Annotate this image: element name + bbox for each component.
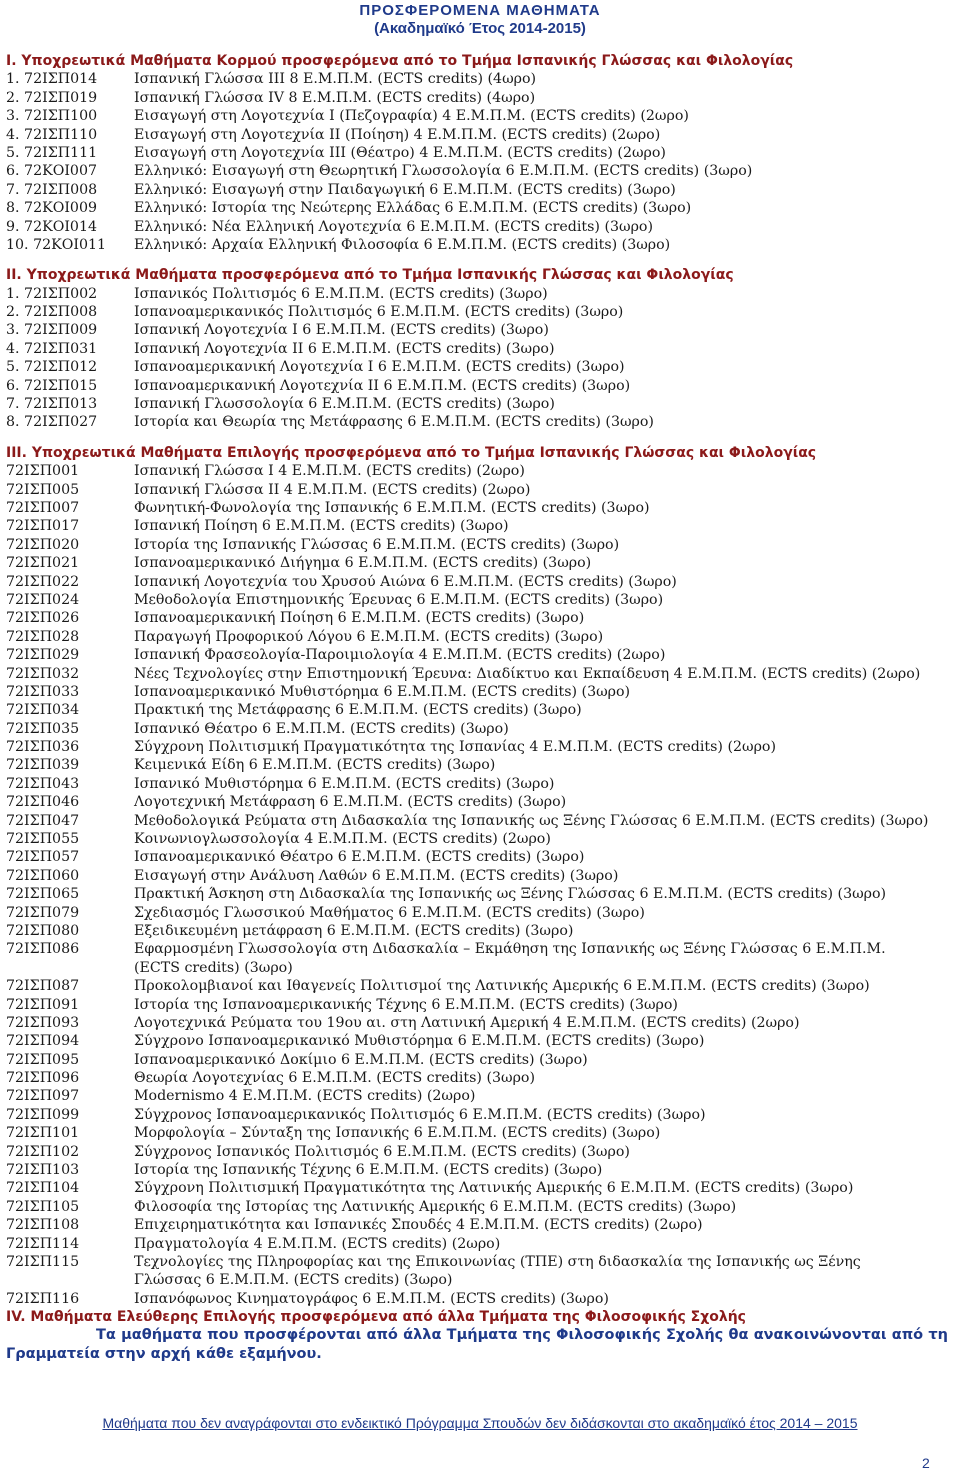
course-code: 72ΙΣΠ022	[6, 573, 80, 590]
course-row	[0, 848, 960, 866]
course-title-continued: Γλώσσας 6 Ε.Μ.Π.Μ. (ECTS credits) (3ωρο)	[134, 1272, 453, 1289]
course-code: 72ΙΣΠ094	[6, 1033, 80, 1050]
course-title: Θεωρία Λογοτεχνίας 6 Ε.Μ.Π.Μ. (ECTS credits) (3ωρο)	[134, 1070, 535, 1087]
course-code: 72ΙΣΠ116	[6, 1290, 80, 1307]
course-code: 7. 72ΙΣΠ013	[6, 396, 98, 413]
course-code: 72ΙΣΠ080	[6, 922, 80, 939]
course-title: Ισπανική Γλωσσολογία 6 Ε.Μ.Π.Μ. (ECTS credits) (3ωρο)	[134, 396, 555, 413]
course-title: Εισαγωγή στη Λογοτεχνία Ι (Πεζογραφία) 4 Ε.Μ.Π.Μ. (ECTS credits) (2ωρο)	[134, 108, 689, 125]
course-title: Πρακτική της Μετάφρασης 6 Ε.Μ.Π.Μ. (ECTS credits) (3ωρο)	[134, 702, 582, 719]
section-4-body	[0, 1326, 960, 1364]
page-subtitle: (Ακαδημαϊκό Έτος 2014-2015)	[374, 20, 586, 37]
course-code: 72ΙΣΠ079	[6, 904, 80, 921]
course-row	[0, 1179, 960, 1197]
course-row	[0, 218, 960, 236]
section-1	[0, 52, 960, 254]
course-code: 72ΙΣΠ103	[6, 1162, 80, 1179]
section-2-heading: ΙΙ. Υποχρεωτικά Μαθήματα προσφερόμενα από το Τμήμα Ισπανικής Γλώσσας και Φιλολογίας	[6, 267, 734, 284]
course-title: Προκολομβιανοί και Ιθαγενείς Πολιτισμοί της Λατινικής Αμερικής 6 Ε.Μ.Π.Μ. (ECTS credits) (3ωρο)	[134, 978, 870, 995]
course-title: Ιστορία της Ισπανοαμερικανικής Τέχνης 6 Ε.Μ.Π.Μ. (ECTS credits) (3ωρο)	[134, 996, 678, 1013]
course-row	[0, 775, 960, 793]
course-title: Μεθοδολογία Επιστημονικής Έρευνας 6 Ε.Μ.Π.Μ. (ECTS credits) (3ωρο)	[134, 591, 664, 608]
course-row	[0, 89, 960, 107]
course-row	[0, 144, 960, 162]
section-3-list	[0, 462, 960, 1308]
course-title: Ισπανόφωνος Κινηματογράφος 6 Ε.Μ.Π.Μ. (ECTS credits) (3ωρο)	[134, 1290, 609, 1307]
course-row	[0, 107, 960, 125]
course-code: 72ΙΣΠ099	[6, 1106, 80, 1123]
course-code: 5. 72ΙΣΠ012	[6, 359, 98, 376]
course-code: 9. 72ΚΟΙ014	[6, 218, 98, 235]
course-row	[0, 554, 960, 572]
course-row	[0, 940, 960, 958]
course-row	[0, 162, 960, 180]
course-code: 10. 72ΚΟΙ011	[6, 236, 107, 253]
course-title: Ισπανική Φρασεολογία-Παροιμιολογία 4 Ε.Μ.Π.Μ. (ECTS credits) (2ωρο)	[134, 647, 666, 664]
course-title: Κειμενικά Είδη 6 Ε.Μ.Π.Μ. (ECTS credits) (3ωρο)	[134, 757, 496, 774]
course-code: 72ΙΣΠ028	[6, 628, 80, 645]
course-code: 72ΙΣΠ020	[6, 536, 80, 553]
course-title: Ισπανοαμερικανικό Θέατρο 6 Ε.Μ.Π.Μ. (ECTS credits) (3ωρο)	[134, 849, 585, 866]
course-code: 72ΙΣΠ005	[6, 481, 80, 498]
section-4-body-text: Τα μαθήματα που προσφέρονται από άλλα Τμήματα της Φιλοσοφικής Σχολής θα ανακοινώνονται από τη Γραμματεία στην αρχή κάθε εξαμήνου.	[6, 1327, 948, 1363]
course-row	[0, 1143, 960, 1161]
course-code: 72ΙΣΠ115	[6, 1254, 80, 1270]
course-title: Ισπανοαμερικανική Λογοτεχνία Ι 6 Ε.Μ.Π.Μ. (ECTS credits) (3ωρο)	[134, 359, 625, 376]
course-title: Παραγωγή Προφορικού Λόγου 6 Ε.Μ.Π.Μ. (ECTS credits) (3ωρο)	[134, 628, 604, 645]
course-code: 4. 72ΙΣΠ110	[6, 126, 98, 143]
course-row	[0, 70, 960, 88]
course-title: Νέες Τεχνολογίες στην Επιστημονική Έρευνα: Διαδίκτυο και Εκπαίδευση 4 Ε.Μ.Π.Μ. (ECTS credits) (2ωρο)	[134, 665, 921, 682]
course-title: Εισαγωγή στη Λογοτεχνία ΙΙΙ (Θέατρο) 4 Ε.Μ.Π.Μ. (ECTS credits) (2ωρο)	[134, 144, 666, 161]
course-row	[0, 1253, 960, 1271]
page-number: 2	[922, 1455, 930, 1471]
course-row	[0, 481, 960, 499]
course-row	[0, 499, 960, 517]
course-code: 72ΙΣΠ087	[6, 978, 80, 995]
course-title: Τεχνολογίες της Πληροφορίας και της Επικοινωνίας (ΤΠΕ) στη διδασκαλία της Ισπανικής ως Ξένης	[134, 1254, 861, 1270]
course-code: 72ΙΣΠ034	[6, 702, 80, 719]
course-row	[0, 340, 960, 358]
course-row	[0, 377, 960, 395]
course-code: 1. 72ΙΣΠ002	[6, 285, 98, 302]
course-row	[0, 1198, 960, 1216]
course-code: 8. 72ΙΣΠ027	[6, 414, 98, 431]
course-title: Σύγχρονη Πολιτισμική Πραγματικότητα της Λατινικής Αμερικής 6 Ε.Μ.Π.Μ. (ECTS credits) (3ωρο)	[134, 1180, 854, 1197]
course-title: Ελληνικό: Εισαγωγή στην Παιδαγωγική 6 Ε.Μ.Π.Μ. (ECTS credits) (3ωρο)	[134, 181, 676, 198]
course-title: Ισπανικό Θέατρο 6 Ε.Μ.Π.Μ. (ECTS credits) (3ωρο)	[134, 720, 509, 737]
course-row	[0, 830, 960, 848]
course-code: 8. 72ΚΟΙ009	[6, 200, 98, 217]
course-code: 72ΙΣΠ035	[6, 720, 80, 737]
course-code: 72ΙΣΠ033	[6, 683, 80, 700]
course-code: 3. 72ΙΣΠ009	[6, 322, 98, 339]
course-code: 72ΙΣΠ029	[6, 647, 80, 664]
course-title: Ισπανοαμερικανικός Πολιτισμός 6 Ε.Μ.Π.Μ. (ECTS credits) (3ωρο)	[134, 304, 624, 321]
course-row	[0, 358, 960, 376]
course-row	[0, 573, 960, 591]
course-title: Σχεδιασμός Γλωσσικού Μαθήματος 6 Ε.Μ.Π.Μ. (ECTS credits) (3ωρο)	[134, 904, 645, 921]
course-row	[0, 462, 960, 480]
course-title: Ισπανική Ποίηση 6 Ε.Μ.Π.Μ. (ECTS credits) (3ωρο)	[134, 518, 509, 535]
course-code: 72ΙΣΠ046	[6, 794, 80, 811]
page-title: ΠΡΟΣΦΕΡΟΜΕΝΑ ΜΑΘΗΜΑΤΑ	[359, 2, 601, 19]
course-title: Λογοτεχνική Μετάφραση 6 Ε.Μ.Π.Μ. (ECTS credits) (3ωρο)	[134, 794, 567, 811]
course-code: 72ΙΣΠ097	[6, 1088, 80, 1105]
course-code: 7. 72ΙΣΠ008	[6, 181, 98, 198]
course-code: 72ΙΣΠ026	[6, 610, 80, 627]
course-title: Εξειδικευμένη μετάφραση 6 Ε.Μ.Π.Μ. (ECTS credits) (3ωρο)	[134, 922, 574, 939]
course-code: 72ΙΣΠ017	[6, 518, 80, 535]
section-4	[0, 1308, 960, 1364]
course-code: 72ΙΣΠ114	[6, 1235, 80, 1252]
course-code: 72ΙΣΠ093	[6, 1014, 80, 1031]
course-code: 1. 72ΙΣΠ014	[6, 71, 98, 88]
course-title: Ισπανοαμερικανικό Διήγημα 6 Ε.Μ.Π.Μ. (ECTS credits) (3ωρο)	[134, 555, 592, 572]
course-title: Ισπανοαμερικανική Λογοτεχνία ΙΙ 6 Ε.Μ.Π.Μ. (ECTS credits) (3ωρο)	[134, 377, 631, 394]
course-title: Ισπανική Λογοτεχνία Ι 6 Ε.Μ.Π.Μ. (ECTS credits) (3ωρο)	[134, 322, 549, 339]
course-row	[0, 517, 960, 535]
course-code: 72ΙΣΠ021	[6, 555, 80, 572]
course-title: Ισπανική Λογοτεχνία του Χρυσού Αιώνα 6 Ε.Μ.Π.Μ. (ECTS credits) (3ωρο)	[134, 573, 677, 590]
course-title: Ισπανική Λογοτεχνία ΙΙ 6 Ε.Μ.Π.Μ. (ECTS credits) (3ωρο)	[134, 340, 555, 357]
course-code: 72ΙΣΠ055	[6, 831, 80, 848]
course-row	[0, 609, 960, 627]
course-code: 72ΙΣΠ060	[6, 867, 80, 884]
course-title: Modernismo 4 Ε.Μ.Π.Μ. (ECTS credits) (2ωρο)	[134, 1088, 476, 1105]
section-3-heading: ΙΙΙ. Υποχρεωτικά Μαθήματα Επιλογής προσφερόμενα από το Τμήμα Ισπανικής Γλώσσας και Φιλολογίας	[6, 444, 817, 461]
course-code: 6. 72ΚΟΙ007	[6, 163, 98, 180]
course-row	[0, 126, 960, 144]
section-1-heading: Ι. Υποχρεωτικά Μαθήματα Κορμού προσφερόμενα από το Τμήμα Ισπανικής Γλώσσας και Φιλολογίας	[6, 53, 794, 69]
course-title: Μεθοδολογικά Ρεύματα στη Διδασκαλία της Ισπανικής ως Ξένης Γλώσσας 6 Ε.Μ.Π.Μ. (ECTS credits) (3ωρο)	[134, 812, 929, 829]
course-row	[0, 793, 960, 811]
course-code: 72ΙΣΠ043	[6, 775, 80, 792]
course-title: Μορφολογία – Σύνταξη της Ισπανικής 6 Ε.Μ.Π.Μ. (ECTS credits) (3ωρο)	[134, 1125, 661, 1142]
course-row	[0, 1235, 960, 1253]
course-title: Κοινωνιογλωσσολογία 4 Ε.Μ.Π.Μ. (ECTS credits) (2ωρο)	[134, 831, 551, 848]
course-code: 72ΙΣΠ047	[6, 812, 80, 829]
course-row	[0, 904, 960, 922]
course-title: Ισπανοαμερικανικό Μυθιστόρημα 6 Ε.Μ.Π.Μ. (ECTS credits) (3ωρο)	[134, 683, 631, 700]
course-title: Ισπανική Γλώσσα ΙΙ 4 Ε.Μ.Π.Μ. (ECTS credits) (2ωρο)	[134, 481, 531, 498]
course-row	[0, 1216, 960, 1234]
course-code: 72ΙΣΠ101	[6, 1125, 80, 1142]
course-title: Ελληνικό: Νέα Ελληνική Λογοτεχνία 6 Ε.Μ.Π.Μ. (ECTS credits) (3ωρο)	[134, 218, 653, 235]
course-row	[0, 1069, 960, 1087]
course-code: 4. 72ΙΣΠ031	[6, 340, 98, 357]
course-row	[0, 996, 960, 1014]
course-code: 72ΙΣΠ086	[6, 941, 80, 958]
course-row	[0, 303, 960, 321]
course-title: Φωνητική-Φωνολογία της Ισπανικής 6 Ε.Μ.Π.Μ. (ECTS credits) (3ωρο)	[134, 499, 650, 516]
course-code: 72ΙΣΠ105	[6, 1198, 80, 1215]
course-title: Πρακτική Άσκηση στη Διδασκαλία της Ισπανικής ως Ξένης Γλώσσας 6 Ε.Μ.Π.Μ. (ECTS credits) (3ωρο)	[134, 886, 887, 903]
course-title: Φιλοσοφία της Ιστορίας της Λατινικής Αμερικής 6 Ε.Μ.Π.Μ. (ECTS credits) (3ωρο)	[134, 1198, 737, 1215]
course-title: Εισαγωγή στη Λογοτεχνία ΙΙ (Ποίηση) 4 Ε.Μ.Π.Μ. (ECTS credits) (2ωρο)	[134, 126, 661, 143]
course-code: 72ΙΣΠ095	[6, 1051, 80, 1068]
course-title: Ελληνικό: Ιστορία της Νεώτερης Ελλάδας 6 Ε.Μ.Π.Μ. (ECTS credits) (3ωρο)	[134, 200, 692, 217]
course-code: 72ΙΣΠ065	[6, 886, 80, 903]
course-code: 72ΙΣΠ057	[6, 849, 80, 866]
course-code: 72ΙΣΠ091	[6, 996, 80, 1013]
course-code: 5. 72ΙΣΠ111	[6, 144, 98, 161]
section-2-list	[0, 285, 960, 432]
course-title: Ισπανοαμερικανική Ποίηση 6 Ε.Μ.Π.Μ. (ECTS credits) (3ωρο)	[134, 610, 585, 627]
course-row	[0, 720, 960, 738]
course-row	[0, 1014, 960, 1032]
course-row	[0, 413, 960, 431]
course-row	[0, 321, 960, 339]
section-2	[0, 266, 960, 432]
course-row	[0, 922, 960, 940]
course-title: Σύγχρονος Ισπανοαμερικανικός Πολιτισμός 6 Ε.Μ.Π.Μ. (ECTS credits) (3ωρο)	[134, 1106, 706, 1123]
course-title: Πραγματολογία 4 Ε.Μ.Π.Μ. (ECTS credits) (2ωρο)	[134, 1235, 501, 1252]
course-title: Εισαγωγή στην Ανάλυση Λαθών 6 Ε.Μ.Π.Μ. (ECTS credits) (3ωρο)	[134, 867, 619, 884]
course-row	[0, 1051, 960, 1069]
course-row	[0, 738, 960, 756]
course-title: Ισπανική Γλώσσα Ι 4 Ε.Μ.Π.Μ. (ECTS credits) (2ωρο)	[134, 463, 525, 480]
course-row	[0, 285, 960, 303]
course-title: Σύγχρονο Ισπανοαμερικανικό Μυθιστόρημα 6 Ε.Μ.Π.Μ. (ECTS credits) (3ωρο)	[134, 1033, 705, 1050]
course-row	[0, 665, 960, 683]
course-row	[0, 181, 960, 199]
course-title: Ισπανική Γλώσσα ΙV 8 Ε.Μ.Π.Μ. (ECTS credits) (4ωρο)	[134, 89, 536, 106]
section-1-list	[0, 70, 960, 254]
course-title: Ιστορία και Θεωρία της Μετάφρασης 6 Ε.Μ.Π.Μ. (ECTS credits) (3ωρο)	[134, 414, 654, 431]
course-title: Ισπανικός Πολιτισμός 6 Ε.Μ.Π.Μ. (ECTS credits) (3ωρο)	[134, 285, 548, 302]
course-title: Ισπανοαμερικανικό Δοκίμιο 6 Ε.Μ.Π.Μ. (ECTS credits) (3ωρο)	[134, 1051, 588, 1068]
course-row	[0, 1124, 960, 1142]
course-code: 72ΙΣΠ104	[6, 1180, 80, 1197]
course-row	[0, 683, 960, 701]
section-3	[0, 444, 960, 1308]
footer-note: Μαθήματα που δεν αναγράφονται στο ενδεικτικό Πρόγραμμα Σπουδών δεν διδάσκονται στο ακαδημαϊκό έτος 2014 – 2015	[102, 1415, 858, 1431]
section-4-heading: IV. Μαθήματα Ελεύθερης Επιλογής προσφερόμενα από άλλα Τμήματα της Φιλοσοφικής Σχολής	[6, 1309, 746, 1326]
course-title: Σύγχρονος Ισπανικός Πολιτισμός 6 Ε.Μ.Π.Μ. (ECTS credits) (3ωρο)	[134, 1143, 630, 1160]
course-title: Ισπανική Γλώσσα ΙΙΙ 8 Ε.Μ.Π.Μ. (ECTS credits) (4ωρο)	[134, 71, 537, 88]
course-row	[0, 1032, 960, 1050]
course-code: 72ΙΣΠ032	[6, 665, 80, 682]
course-title: Ιστορία της Ισπανικής Τέχνης 6 Ε.Μ.Π.Μ. (ECTS credits) (3ωρο)	[134, 1162, 603, 1179]
course-row	[0, 1161, 960, 1179]
course-row	[0, 867, 960, 885]
course-row	[0, 885, 960, 903]
course-row	[0, 395, 960, 413]
course-code: 72ΙΣΠ024	[6, 591, 80, 608]
header	[0, 0, 960, 38]
course-title: Ελληνικό: Εισαγωγή στη Θεωρητική Γλωσσολογία 6 Ε.Μ.Π.Μ. (ECTS credits) (3ωρο)	[134, 163, 753, 180]
course-code: 72ΙΣΠ108	[6, 1217, 80, 1234]
course-code: 2. 72ΙΣΠ019	[6, 89, 98, 106]
course-title: Ισπανικό Μυθιστόρημα 6 Ε.Μ.Π.Μ. (ECTS credits) (3ωρο)	[134, 775, 555, 792]
course-row	[0, 536, 960, 554]
course-row	[0, 199, 960, 217]
course-code: 72ΙΣΠ039	[6, 757, 80, 774]
course-row	[0, 628, 960, 646]
course-row	[0, 1290, 960, 1308]
course-title: Εφαρμοσμένη Γλωσσολογία στη Διδασκαλία – Εκμάθηση της Ισπανικής ως Ξένης Γλώσσας 6 Ε.Μ.Π.Μ.	[134, 941, 886, 958]
course-title: Ελληνικό: Αρχαία Ελληνική Φιλοσοφία 6 Ε.Μ.Π.Μ. (ECTS credits) (3ωρο)	[134, 236, 671, 253]
course-row	[0, 977, 960, 995]
course-code: 72ΙΣΠ001	[6, 463, 80, 480]
course-code: 72ΙΣΠ036	[6, 739, 80, 756]
course-row	[0, 1087, 960, 1105]
course-row	[0, 701, 960, 719]
course-title: Ιστορία της Ισπανικής Γλώσσας 6 Ε.Μ.Π.Μ. (ECTS credits) (3ωρο)	[134, 536, 620, 553]
course-title: Σύγχρονη Πολιτισμική Πραγματικότητα της Ισπανίας 4 Ε.Μ.Π.Μ. (ECTS credits) (2ωρο)	[134, 739, 777, 756]
course-code: 3. 72ΙΣΠ100	[6, 108, 98, 125]
course-title: Λογοτεχνικά Ρεύματα του 19ου αι. στη Λατινική Αμερική 4 Ε.Μ.Π.Μ. (ECTS credits) (2ωρο)	[134, 1014, 800, 1031]
course-code: 72ΙΣΠ102	[6, 1143, 80, 1160]
course-row	[0, 236, 960, 254]
course-code: 72ΙΣΠ096	[6, 1070, 80, 1087]
course-row	[0, 646, 960, 664]
course-row	[0, 812, 960, 830]
course-code: 2. 72ΙΣΠ008	[6, 304, 98, 321]
course-code: 6. 72ΙΣΠ015	[6, 377, 98, 394]
course-row	[0, 756, 960, 774]
course-row	[0, 1106, 960, 1124]
course-row	[0, 591, 960, 609]
course-title: Επιχειρηματικότητα και Ισπανικές Σπουδές 4 Ε.Μ.Π.Μ. (ECTS credits) (2ωρο)	[134, 1217, 703, 1234]
course-title-continued: (ECTS credits) (3ωρο)	[134, 959, 293, 976]
course-code: 72ΙΣΠ007	[6, 499, 80, 516]
